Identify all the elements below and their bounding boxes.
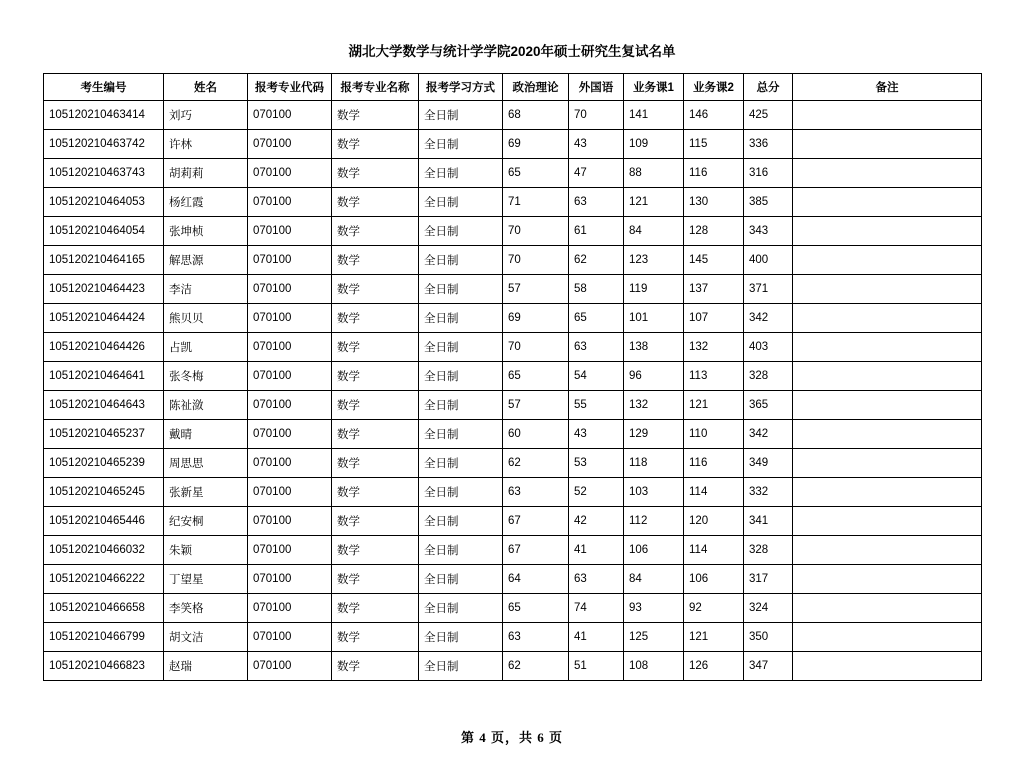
cell-candidate-id: 105120210465239 (44, 449, 164, 478)
cell-total-score: 385 (744, 188, 793, 217)
cell-foreign-language: 42 (569, 507, 624, 536)
cell-total-score: 343 (744, 217, 793, 246)
cell-major-code: 070100 (248, 565, 332, 594)
cell-subject2: 116 (684, 159, 744, 188)
cell-remark (793, 333, 982, 362)
cell-study-mode: 全日制 (419, 217, 503, 246)
cell-total-score: 328 (744, 362, 793, 391)
table-row (44, 594, 982, 623)
cell-name: 占凯 (164, 333, 248, 362)
cell-subject2: 120 (684, 507, 744, 536)
cell-major-name: 数学 (332, 333, 419, 362)
cell-remark (793, 536, 982, 565)
cell-foreign-language: 41 (569, 623, 624, 652)
cell-remark (793, 449, 982, 478)
cell-subject2: 116 (684, 449, 744, 478)
table-header-row (44, 74, 982, 101)
cell-major-code: 070100 (248, 101, 332, 130)
cell-major-name: 数学 (332, 478, 419, 507)
cell-major-name: 数学 (332, 507, 419, 536)
cell-total-score: 317 (744, 565, 793, 594)
cell-remark (793, 623, 982, 652)
cell-total-score: 328 (744, 536, 793, 565)
table-row (44, 333, 982, 362)
cell-foreign-language: 47 (569, 159, 624, 188)
cell-study-mode: 全日制 (419, 275, 503, 304)
cell-major-name: 数学 (332, 275, 419, 304)
cell-major-code: 070100 (248, 449, 332, 478)
cell-politics: 70 (503, 217, 569, 246)
cell-study-mode: 全日制 (419, 652, 503, 681)
column-header-politics: 政治理论 (503, 74, 569, 101)
column-header-total-score: 总分 (744, 74, 793, 101)
cell-candidate-id: 105120210464054 (44, 217, 164, 246)
cell-major-code: 070100 (248, 304, 332, 333)
column-header-name: 姓名 (164, 74, 248, 101)
cell-remark (793, 391, 982, 420)
cell-politics: 64 (503, 565, 569, 594)
cell-foreign-language: 70 (569, 101, 624, 130)
cell-politics: 63 (503, 478, 569, 507)
cell-name: 李洁 (164, 275, 248, 304)
cell-name: 丁望星 (164, 565, 248, 594)
cell-study-mode: 全日制 (419, 478, 503, 507)
table-row (44, 565, 982, 594)
cell-total-score: 350 (744, 623, 793, 652)
cell-politics: 67 (503, 536, 569, 565)
cell-major-name: 数学 (332, 623, 419, 652)
table-row (44, 536, 982, 565)
cell-total-score: 332 (744, 478, 793, 507)
cell-foreign-language: 54 (569, 362, 624, 391)
cell-foreign-language: 52 (569, 478, 624, 507)
cell-subject2: 128 (684, 217, 744, 246)
cell-subject1: 93 (624, 594, 684, 623)
column-header-subject2: 业务课2 (684, 74, 744, 101)
cell-major-code: 070100 (248, 623, 332, 652)
cell-remark (793, 188, 982, 217)
cell-total-score: 400 (744, 246, 793, 275)
cell-subject1: 112 (624, 507, 684, 536)
table-row (44, 246, 982, 275)
cell-study-mode: 全日制 (419, 362, 503, 391)
table-row (44, 304, 982, 333)
cell-major-code: 070100 (248, 536, 332, 565)
cell-candidate-id: 105120210464423 (44, 275, 164, 304)
cell-major-code: 070100 (248, 217, 332, 246)
cell-subject1: 84 (624, 217, 684, 246)
cell-subject1: 108 (624, 652, 684, 681)
cell-name: 陈祉潋 (164, 391, 248, 420)
cell-major-name: 数学 (332, 652, 419, 681)
cell-candidate-id: 105120210464053 (44, 188, 164, 217)
cell-politics: 65 (503, 159, 569, 188)
cell-politics: 69 (503, 130, 569, 159)
cell-total-score: 347 (744, 652, 793, 681)
cell-subject1: 106 (624, 536, 684, 565)
column-header-foreign-language: 外国语 (569, 74, 624, 101)
cell-politics: 65 (503, 594, 569, 623)
column-header-major-code: 报考专业代码 (248, 74, 332, 101)
cell-politics: 65 (503, 362, 569, 391)
cell-major-name: 数学 (332, 246, 419, 275)
cell-major-code: 070100 (248, 420, 332, 449)
cell-study-mode: 全日制 (419, 565, 503, 594)
cell-subject2: 130 (684, 188, 744, 217)
cell-major-name: 数学 (332, 130, 419, 159)
cell-name: 熊贝贝 (164, 304, 248, 333)
column-header-remark: 备注 (793, 74, 982, 101)
cell-subject2: 114 (684, 536, 744, 565)
table-row (44, 188, 982, 217)
cell-candidate-id: 105120210466823 (44, 652, 164, 681)
cell-name: 张新星 (164, 478, 248, 507)
cell-total-score: 336 (744, 130, 793, 159)
cell-politics: 71 (503, 188, 569, 217)
cell-remark (793, 507, 982, 536)
cell-subject1: 84 (624, 565, 684, 594)
cell-subject1: 118 (624, 449, 684, 478)
cell-major-name: 数学 (332, 536, 419, 565)
cell-subject1: 141 (624, 101, 684, 130)
cell-total-score: 324 (744, 594, 793, 623)
cell-study-mode: 全日制 (419, 391, 503, 420)
cell-name: 戴晴 (164, 420, 248, 449)
cell-politics: 69 (503, 304, 569, 333)
table-row (44, 362, 982, 391)
table-row (44, 507, 982, 536)
cell-total-score: 341 (744, 507, 793, 536)
cell-subject2: 115 (684, 130, 744, 159)
cell-total-score: 371 (744, 275, 793, 304)
cell-major-code: 070100 (248, 507, 332, 536)
cell-total-score: 316 (744, 159, 793, 188)
cell-foreign-language: 55 (569, 391, 624, 420)
table-row (44, 478, 982, 507)
cell-politics: 67 (503, 507, 569, 536)
cell-subject1: 123 (624, 246, 684, 275)
cell-study-mode: 全日制 (419, 623, 503, 652)
cell-major-name: 数学 (332, 565, 419, 594)
cell-subject2: 110 (684, 420, 744, 449)
cell-foreign-language: 61 (569, 217, 624, 246)
cell-foreign-language: 43 (569, 130, 624, 159)
cell-major-code: 070100 (248, 188, 332, 217)
cell-major-code: 070100 (248, 652, 332, 681)
cell-politics: 57 (503, 391, 569, 420)
cell-candidate-id: 105120210464641 (44, 362, 164, 391)
cell-name: 纪安桐 (164, 507, 248, 536)
cell-study-mode: 全日制 (419, 594, 503, 623)
cell-subject2: 121 (684, 623, 744, 652)
cell-candidate-id: 105120210466222 (44, 565, 164, 594)
cell-candidate-id: 105120210464424 (44, 304, 164, 333)
cell-politics: 60 (503, 420, 569, 449)
table-row (44, 130, 982, 159)
column-header-major-name: 报考专业名称 (332, 74, 419, 101)
cell-subject1: 138 (624, 333, 684, 362)
cell-name: 周思思 (164, 449, 248, 478)
cell-subject2: 137 (684, 275, 744, 304)
cell-politics: 70 (503, 333, 569, 362)
cell-subject1: 129 (624, 420, 684, 449)
cell-foreign-language: 43 (569, 420, 624, 449)
table-row (44, 217, 982, 246)
cell-name: 解思源 (164, 246, 248, 275)
cell-study-mode: 全日制 (419, 420, 503, 449)
cell-major-name: 数学 (332, 159, 419, 188)
cell-name: 胡文洁 (164, 623, 248, 652)
table-row (44, 449, 982, 478)
cell-foreign-language: 63 (569, 565, 624, 594)
cell-study-mode: 全日制 (419, 188, 503, 217)
cell-major-code: 070100 (248, 594, 332, 623)
cell-major-code: 070100 (248, 478, 332, 507)
cell-major-name: 数学 (332, 304, 419, 333)
cell-foreign-language: 63 (569, 188, 624, 217)
cell-candidate-id: 105120210466658 (44, 594, 164, 623)
cell-politics: 70 (503, 246, 569, 275)
cell-major-name: 数学 (332, 101, 419, 130)
cell-study-mode: 全日制 (419, 333, 503, 362)
cell-candidate-id: 105120210463414 (44, 101, 164, 130)
cell-remark (793, 652, 982, 681)
cell-subject2: 145 (684, 246, 744, 275)
table-header (44, 74, 982, 101)
cell-subject1: 119 (624, 275, 684, 304)
cell-foreign-language: 63 (569, 333, 624, 362)
cell-subject1: 125 (624, 623, 684, 652)
cell-major-code: 070100 (248, 130, 332, 159)
cell-subject2: 106 (684, 565, 744, 594)
cell-subject2: 121 (684, 391, 744, 420)
cell-subject2: 113 (684, 362, 744, 391)
column-header-study-mode: 报考学习方式 (419, 74, 503, 101)
table-body (44, 101, 982, 681)
cell-study-mode: 全日制 (419, 159, 503, 188)
cell-candidate-id: 105120210464643 (44, 391, 164, 420)
cell-name: 李笑格 (164, 594, 248, 623)
page-title: 湖北大学数学与统计学学院2020年硕士研究生复试名单 (348, 44, 676, 59)
cell-subject1: 96 (624, 362, 684, 391)
cell-foreign-language: 65 (569, 304, 624, 333)
cell-subject1: 101 (624, 304, 684, 333)
cell-candidate-id: 105120210464426 (44, 333, 164, 362)
cell-total-score: 425 (744, 101, 793, 130)
cell-remark (793, 304, 982, 333)
cell-major-name: 数学 (332, 594, 419, 623)
cell-remark (793, 420, 982, 449)
cell-subject2: 146 (684, 101, 744, 130)
table-row (44, 159, 982, 188)
cell-candidate-id: 105120210465446 (44, 507, 164, 536)
cell-foreign-language: 41 (569, 536, 624, 565)
cell-name: 张冬梅 (164, 362, 248, 391)
cell-major-code: 070100 (248, 246, 332, 275)
cell-remark (793, 246, 982, 275)
table-row (44, 391, 982, 420)
cell-major-name: 数学 (332, 449, 419, 478)
cell-major-code: 070100 (248, 362, 332, 391)
column-header-subject1: 业务课1 (624, 74, 684, 101)
cell-remark (793, 217, 982, 246)
cell-study-mode: 全日制 (419, 449, 503, 478)
cell-politics: 62 (503, 449, 569, 478)
cell-study-mode: 全日制 (419, 507, 503, 536)
cell-candidate-id: 105120210463743 (44, 159, 164, 188)
cell-remark (793, 478, 982, 507)
cell-total-score: 403 (744, 333, 793, 362)
cell-subject2: 132 (684, 333, 744, 362)
cell-major-name: 数学 (332, 391, 419, 420)
cell-foreign-language: 58 (569, 275, 624, 304)
cell-name: 朱颖 (164, 536, 248, 565)
cell-candidate-id: 105120210466032 (44, 536, 164, 565)
cell-subject2: 126 (684, 652, 744, 681)
cell-total-score: 365 (744, 391, 793, 420)
cell-total-score: 349 (744, 449, 793, 478)
cell-subject1: 109 (624, 130, 684, 159)
cell-remark (793, 130, 982, 159)
cell-remark (793, 101, 982, 130)
table-row (44, 420, 982, 449)
table-row (44, 275, 982, 304)
cell-remark (793, 565, 982, 594)
cell-major-name: 数学 (332, 217, 419, 246)
table-row (44, 652, 982, 681)
cell-name: 刘巧 (164, 101, 248, 130)
cell-subject2: 92 (684, 594, 744, 623)
cell-name: 许林 (164, 130, 248, 159)
cell-major-code: 070100 (248, 391, 332, 420)
cell-remark (793, 362, 982, 391)
cell-subject1: 88 (624, 159, 684, 188)
cell-foreign-language: 74 (569, 594, 624, 623)
cell-politics: 68 (503, 101, 569, 130)
cell-major-name: 数学 (332, 188, 419, 217)
cell-remark (793, 159, 982, 188)
cell-subject2: 107 (684, 304, 744, 333)
cell-candidate-id: 105120210465237 (44, 420, 164, 449)
cell-remark (793, 275, 982, 304)
cell-politics: 62 (503, 652, 569, 681)
cell-candidate-id: 105120210466799 (44, 623, 164, 652)
cell-total-score: 342 (744, 304, 793, 333)
cell-subject1: 121 (624, 188, 684, 217)
cell-name: 胡莉莉 (164, 159, 248, 188)
roster-table (43, 73, 982, 681)
cell-politics: 57 (503, 275, 569, 304)
cell-study-mode: 全日制 (419, 304, 503, 333)
cell-major-code: 070100 (248, 275, 332, 304)
roster-table-container (43, 73, 981, 681)
cell-name: 张坤桢 (164, 217, 248, 246)
cell-candidate-id: 105120210465245 (44, 478, 164, 507)
cell-subject1: 132 (624, 391, 684, 420)
table-row (44, 623, 982, 652)
cell-major-name: 数学 (332, 420, 419, 449)
page-footer: 第 4 页，共 6 页 (460, 730, 563, 745)
document-page (0, 40, 1024, 764)
cell-subject2: 114 (684, 478, 744, 507)
cell-foreign-language: 62 (569, 246, 624, 275)
cell-major-code: 070100 (248, 333, 332, 362)
cell-study-mode: 全日制 (419, 101, 503, 130)
cell-politics: 63 (503, 623, 569, 652)
cell-foreign-language: 53 (569, 449, 624, 478)
column-header-candidate-id: 考生编号 (44, 74, 164, 101)
cell-remark (793, 594, 982, 623)
cell-candidate-id: 105120210464165 (44, 246, 164, 275)
cell-major-code: 070100 (248, 159, 332, 188)
cell-name: 杨红霞 (164, 188, 248, 217)
cell-name: 赵瑞 (164, 652, 248, 681)
cell-total-score: 342 (744, 420, 793, 449)
cell-foreign-language: 51 (569, 652, 624, 681)
table-row (44, 101, 982, 130)
cell-study-mode: 全日制 (419, 536, 503, 565)
cell-study-mode: 全日制 (419, 130, 503, 159)
cell-major-name: 数学 (332, 362, 419, 391)
cell-study-mode: 全日制 (419, 246, 503, 275)
cell-candidate-id: 105120210463742 (44, 130, 164, 159)
cell-subject1: 103 (624, 478, 684, 507)
